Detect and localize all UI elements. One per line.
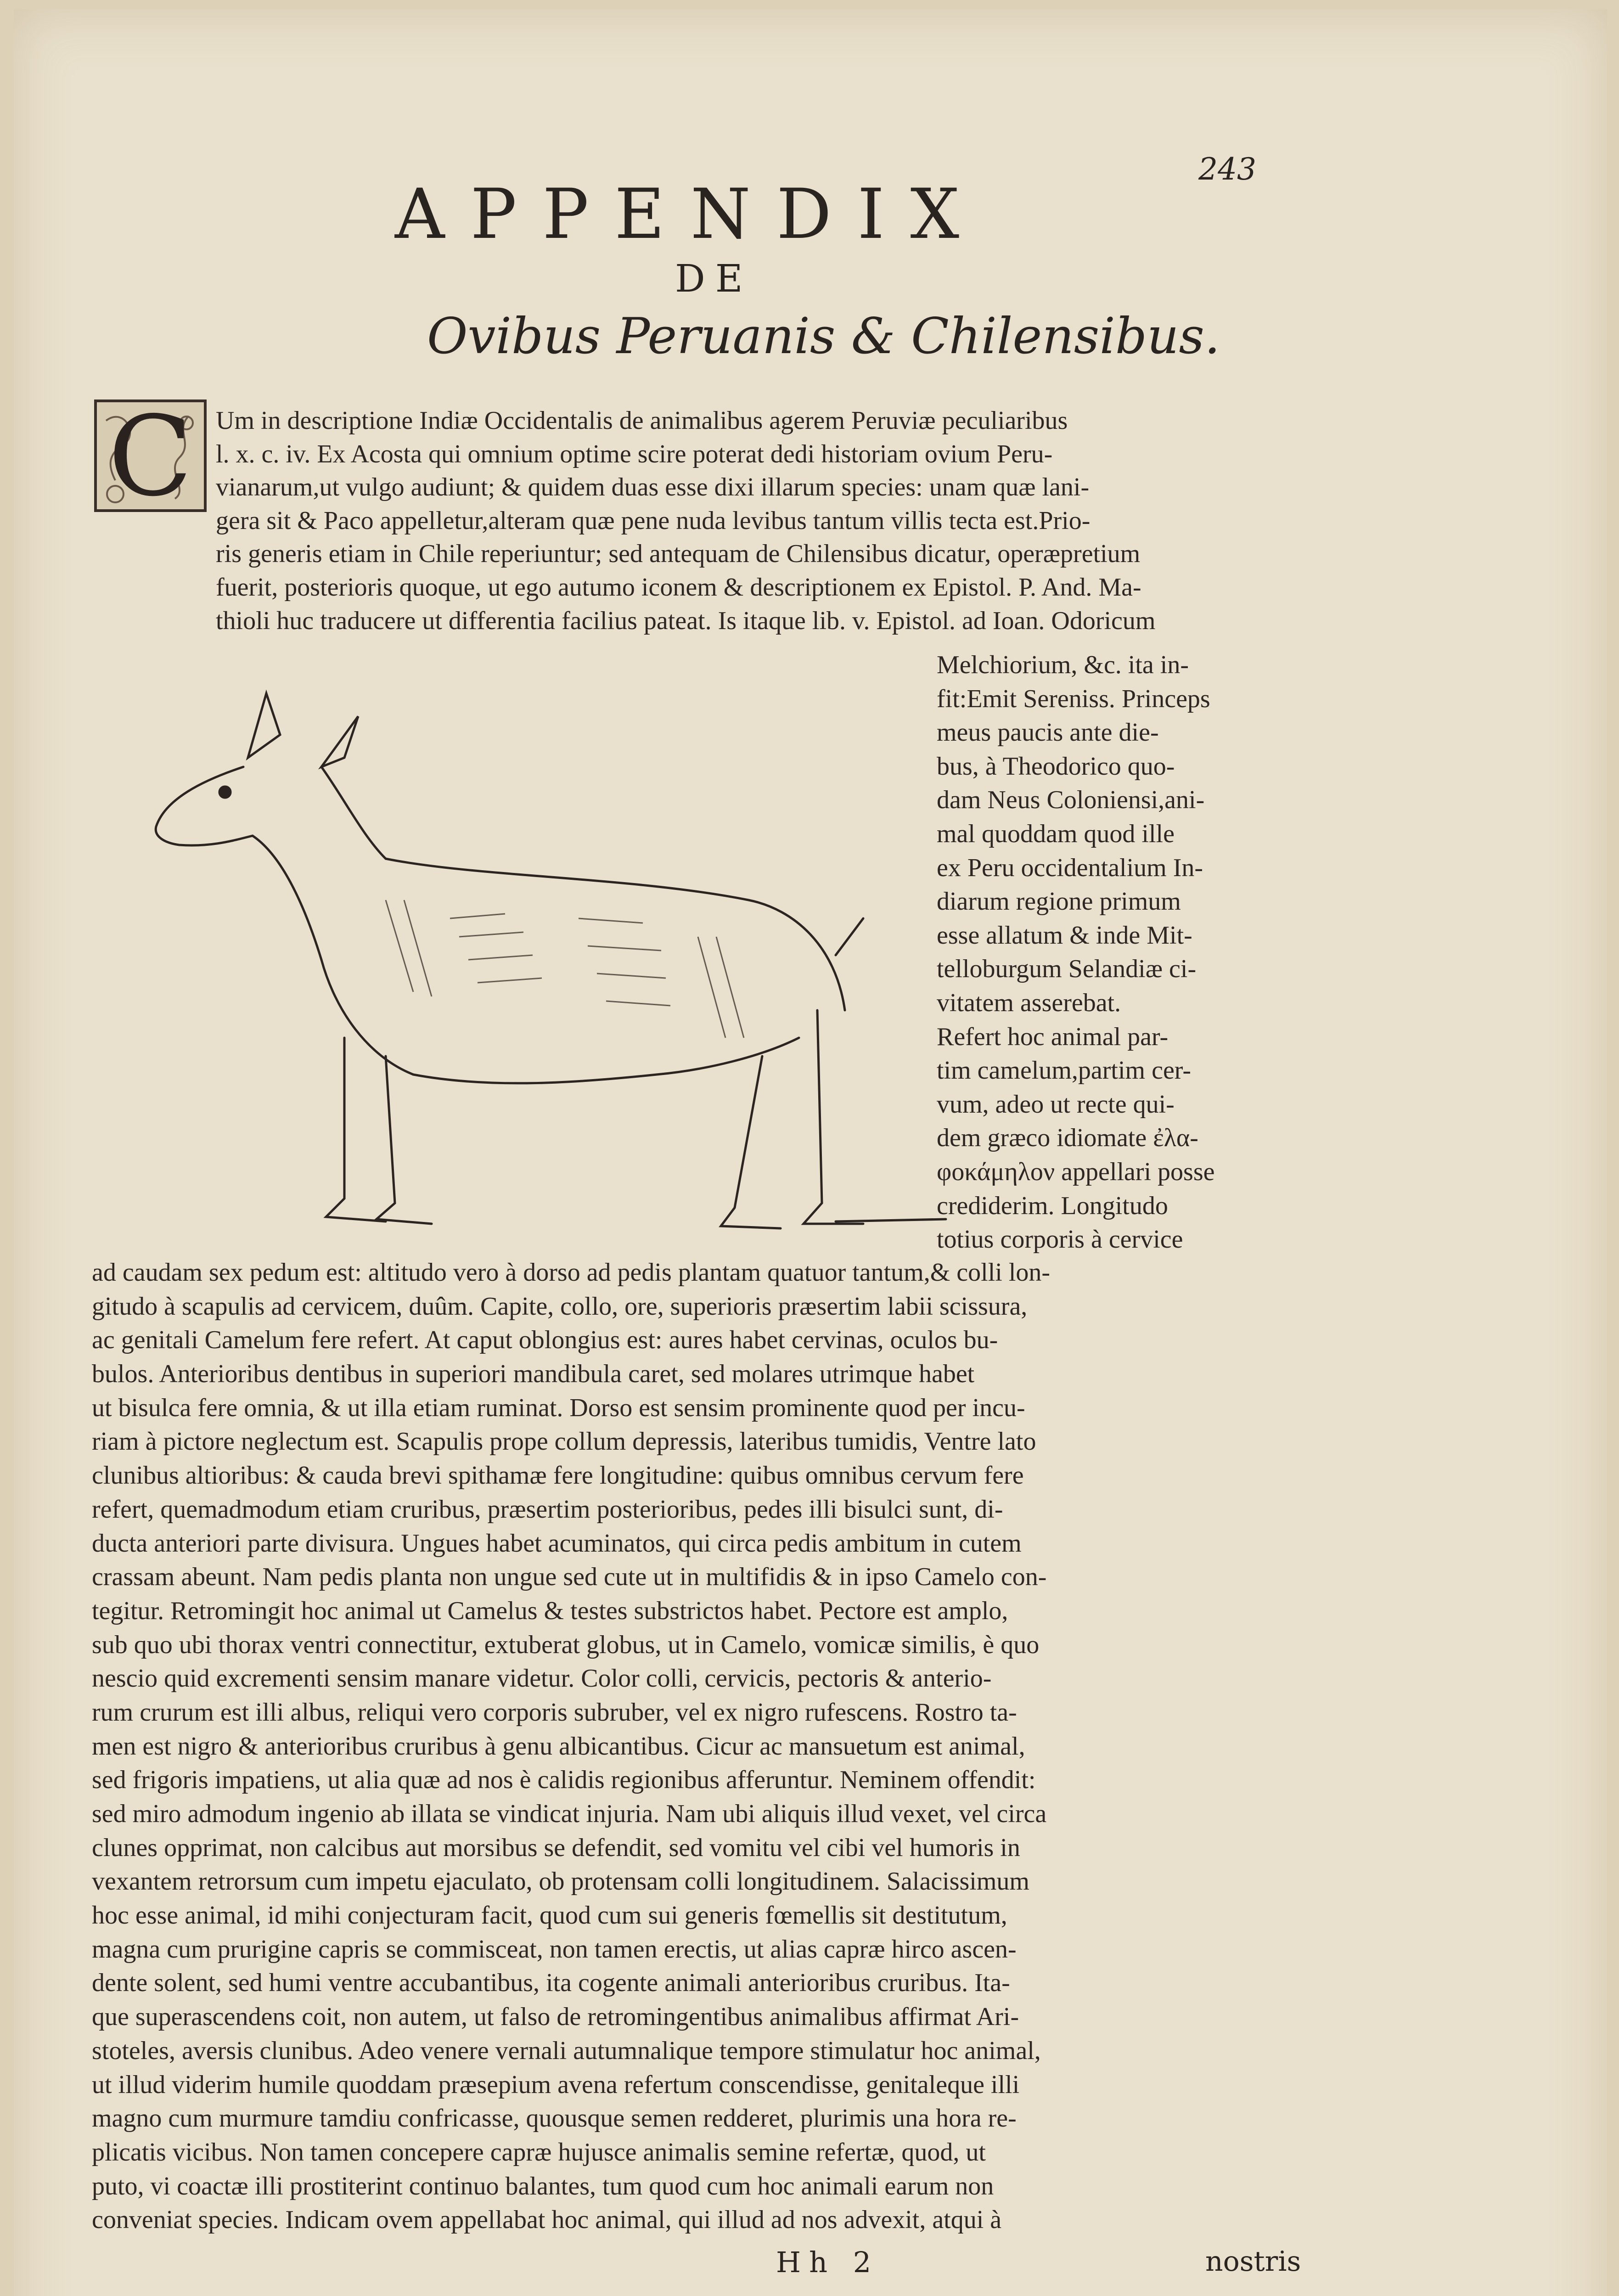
intro-line: vianarum,ut vulgo audiunt; & quidem duas esse dixi illarum species: unam quæ lani- [216, 473, 1090, 502]
intro-line: gera sit & Paco appelletur,alteram quæ pene nuda levibus tantum villis tecta est.Prio- [216, 506, 1091, 535]
column-line: esse allatum & inde Mit- [937, 921, 1192, 950]
main-line: rum crurum est illi albus, reliqui vero corporis subruber, vel ex nigro rufescens. Rostro ta- [92, 1698, 1017, 1727]
main-line: dente solent, sed humi ventre accubantibus, ita cogente animali anterioribus cruribus. Ita- [92, 1969, 1010, 1998]
column-line: totius corporis à cervice [937, 1225, 1183, 1254]
column-line: dem græco idiomate ἐλα- [937, 1124, 1198, 1153]
catchword: nostris [1205, 2245, 1301, 2278]
intro-line: thioli huc traducere ut differentia facilius pateat. Is itaque lib. v. Epistol. ad Ioan. Odoricum [216, 606, 1156, 635]
main-line: sed miro admodum ingenio ab illata se vindicat injuria. Nam ubi aliquis illud vexet, vel circa [92, 1800, 1047, 1828]
column-line: vum, adeo ut recte qui- [937, 1090, 1175, 1119]
column-line: meus paucis ante die- [937, 718, 1159, 747]
intro-line: l. x. c. iv. Ex Acosta qui omnium optime scire poterat dedi historiam ovium Peru- [216, 439, 1053, 468]
column-line: bus, à Theodorico quo- [937, 752, 1175, 781]
page-number: 243 [1198, 152, 1256, 187]
main-line: nescio quid excrementi sensim manare videtur. Color colli, cervicis, pectoris & anterio- [92, 1664, 992, 1693]
main-line: conveniat species. Indicam ovem appellabat hoc animal, qui illud ad nos advexit, atqui à [92, 2206, 1002, 2234]
main-line: gitudo à scapulis ad cervicem, duûm. Capite, collo, ore, superioris præsertim labii scissura, [92, 1292, 1028, 1321]
intro-line: Um in descriptione Indiæ Occidentalis de animalibus agerem Peruviæ peculiaribus [216, 406, 1068, 435]
main-line: plicatis vicibus. Non tamen concepere capræ hujusce animalis semine refertæ, quod, ut [92, 2138, 986, 2167]
main-line: stoteles, aversis clunibus. Adeo venere vernali autumnalique tempore stimulatur hoc animal, [92, 2036, 1041, 2065]
column-line: Refert hoc animal par- [937, 1022, 1169, 1051]
column-line: tim camelum,partim cer- [937, 1056, 1191, 1085]
main-line: magno cum murmure tamdiu confricasse, quousque semen redderet, plurimis una hora re- [92, 2104, 1017, 2133]
main-paragraph [92, 1256, 1267, 2237]
main-line: ad caudam sex pedum est: altitudo vero à dorso ad pedis plantam quatuor tantum,& colli lon- [92, 1258, 1051, 1287]
column-line: dam Neus Coloniensi,ani- [937, 786, 1205, 815]
page-subtitle: Ovibus Peruanis & Chilensibus. [427, 308, 1220, 365]
column-line: vitatem asserebat. [937, 988, 1121, 1017]
main-line: bulos. Anterioribus dentibus in superiori mandibula caret, sed molares utrimque habet [92, 1360, 975, 1389]
intro-paragraph [216, 404, 1267, 637]
main-line: tegitur. Retromingit hoc animal ut Camelus & testes substrictos habet. Pectore est amplo, [92, 1596, 1008, 1625]
main-line: men est nigro & anterioribus cruribus à genu albicantibus. Cicur ac mansuetum est animal, [92, 1732, 1025, 1761]
main-line: crassam abeunt. Nam pedis planta non ungue sed cute ut in multifidis & in ipso Camelo con- [92, 1563, 1047, 1592]
main-line: riam à pictore neglectum est. Scapulis prope collum depressis, lateribus tumidis, Ventre lato [92, 1427, 1036, 1456]
main-line: clunes opprimat, non calcibus aut morsibus se defendit, sed vomitu vel cibi vel humoris in [92, 1833, 1020, 1862]
main-line: ac genitali Camelum fere refert. At caput oblongius est: aures habet cervinas, oculos bu- [92, 1326, 998, 1355]
column-paragraph [937, 648, 1267, 1257]
signature-mark: Hh 2 [776, 2245, 880, 2279]
column-line: mal quoddam quod ille [937, 819, 1175, 848]
main-line: hoc esse animal, id mihi conjecturam facit, quod cum sui generis fœmellis sit destitutum, [92, 1901, 1007, 1930]
column-line: Melchiorium, &c. ita in- [937, 651, 1189, 679]
initial-letter: C [108, 392, 193, 521]
main-line: refert, quemadmodum etiam cruribus, præsertim posterioribus, pedes illi bisulci sunt, di- [92, 1495, 1003, 1524]
intro-line: fuerit, posterioris quoque, ut ego autumo iconem & descriptionem ex Epistol. P. And. Ma- [216, 573, 1141, 602]
column-line: telloburgum Selandiæ ci- [937, 955, 1197, 984]
main-line: sub quo ubi thorax ventri connectitur, extuberat globus, ut in Camelo, vomicæ similis, è quo [92, 1630, 1040, 1659]
column-line: diarum regione primum [937, 887, 1181, 916]
intro-line: ris generis etiam in Chile reperiuntur; sed antequam de Chilensibus dicatur, operæpretium [216, 540, 1141, 568]
column-line: φοκάμηλον appellari posse [937, 1157, 1215, 1186]
column-line: ex Peru occidentalium In- [937, 853, 1203, 882]
title-de: DE [675, 257, 753, 301]
column-line: crediderim. Longitudo [937, 1191, 1168, 1220]
main-line: vexantem retrorsum cum impetu ejaculato, ob protensam colli longitudinem. Salacissimum [92, 1867, 1029, 1896]
page-title: APPENDIX [395, 174, 985, 254]
main-line: que superascendens coit, non autem, ut falso de retromingentibus animalibus affirmat Ari- [92, 2003, 1019, 2032]
column-line: fit:Emit Sereniss. Princeps [937, 684, 1210, 713]
main-line: magna cum prurigine capris se commisceat, non tamen erectis, ut alias capræ hirco ascen- [92, 1935, 1017, 1964]
main-line: clunibus altioribus: & cauda brevi spithamæ fere longitudine: quibus omnibus cervum fere [92, 1461, 1024, 1490]
main-line: puto, vi coactæ illi prostiterint continuo balantes, tum quod cum hoc animali earum non [92, 2172, 994, 2200]
main-line: ut illud viderim humile quoddam præsepium avena refertum conscendisse, genitaleque illi [92, 2070, 1020, 2099]
main-line: sed frigoris impatiens, ut alia quæ ad nos è calidis regionibus afferuntur. Neminem offendit: [92, 1766, 1036, 1795]
main-line: ut bisulca fere omnia, & ut illa etiam ruminat. Dorso est sensim prominente quod per incu- [92, 1393, 1025, 1422]
decorated-initial [94, 392, 207, 521]
llama-woodcut-illustration [129, 661, 955, 1258]
main-line: ducta anteriori parte divisura. Ungues habet acuminatos, qui circa pedis ambitum in cutem [92, 1529, 1022, 1558]
